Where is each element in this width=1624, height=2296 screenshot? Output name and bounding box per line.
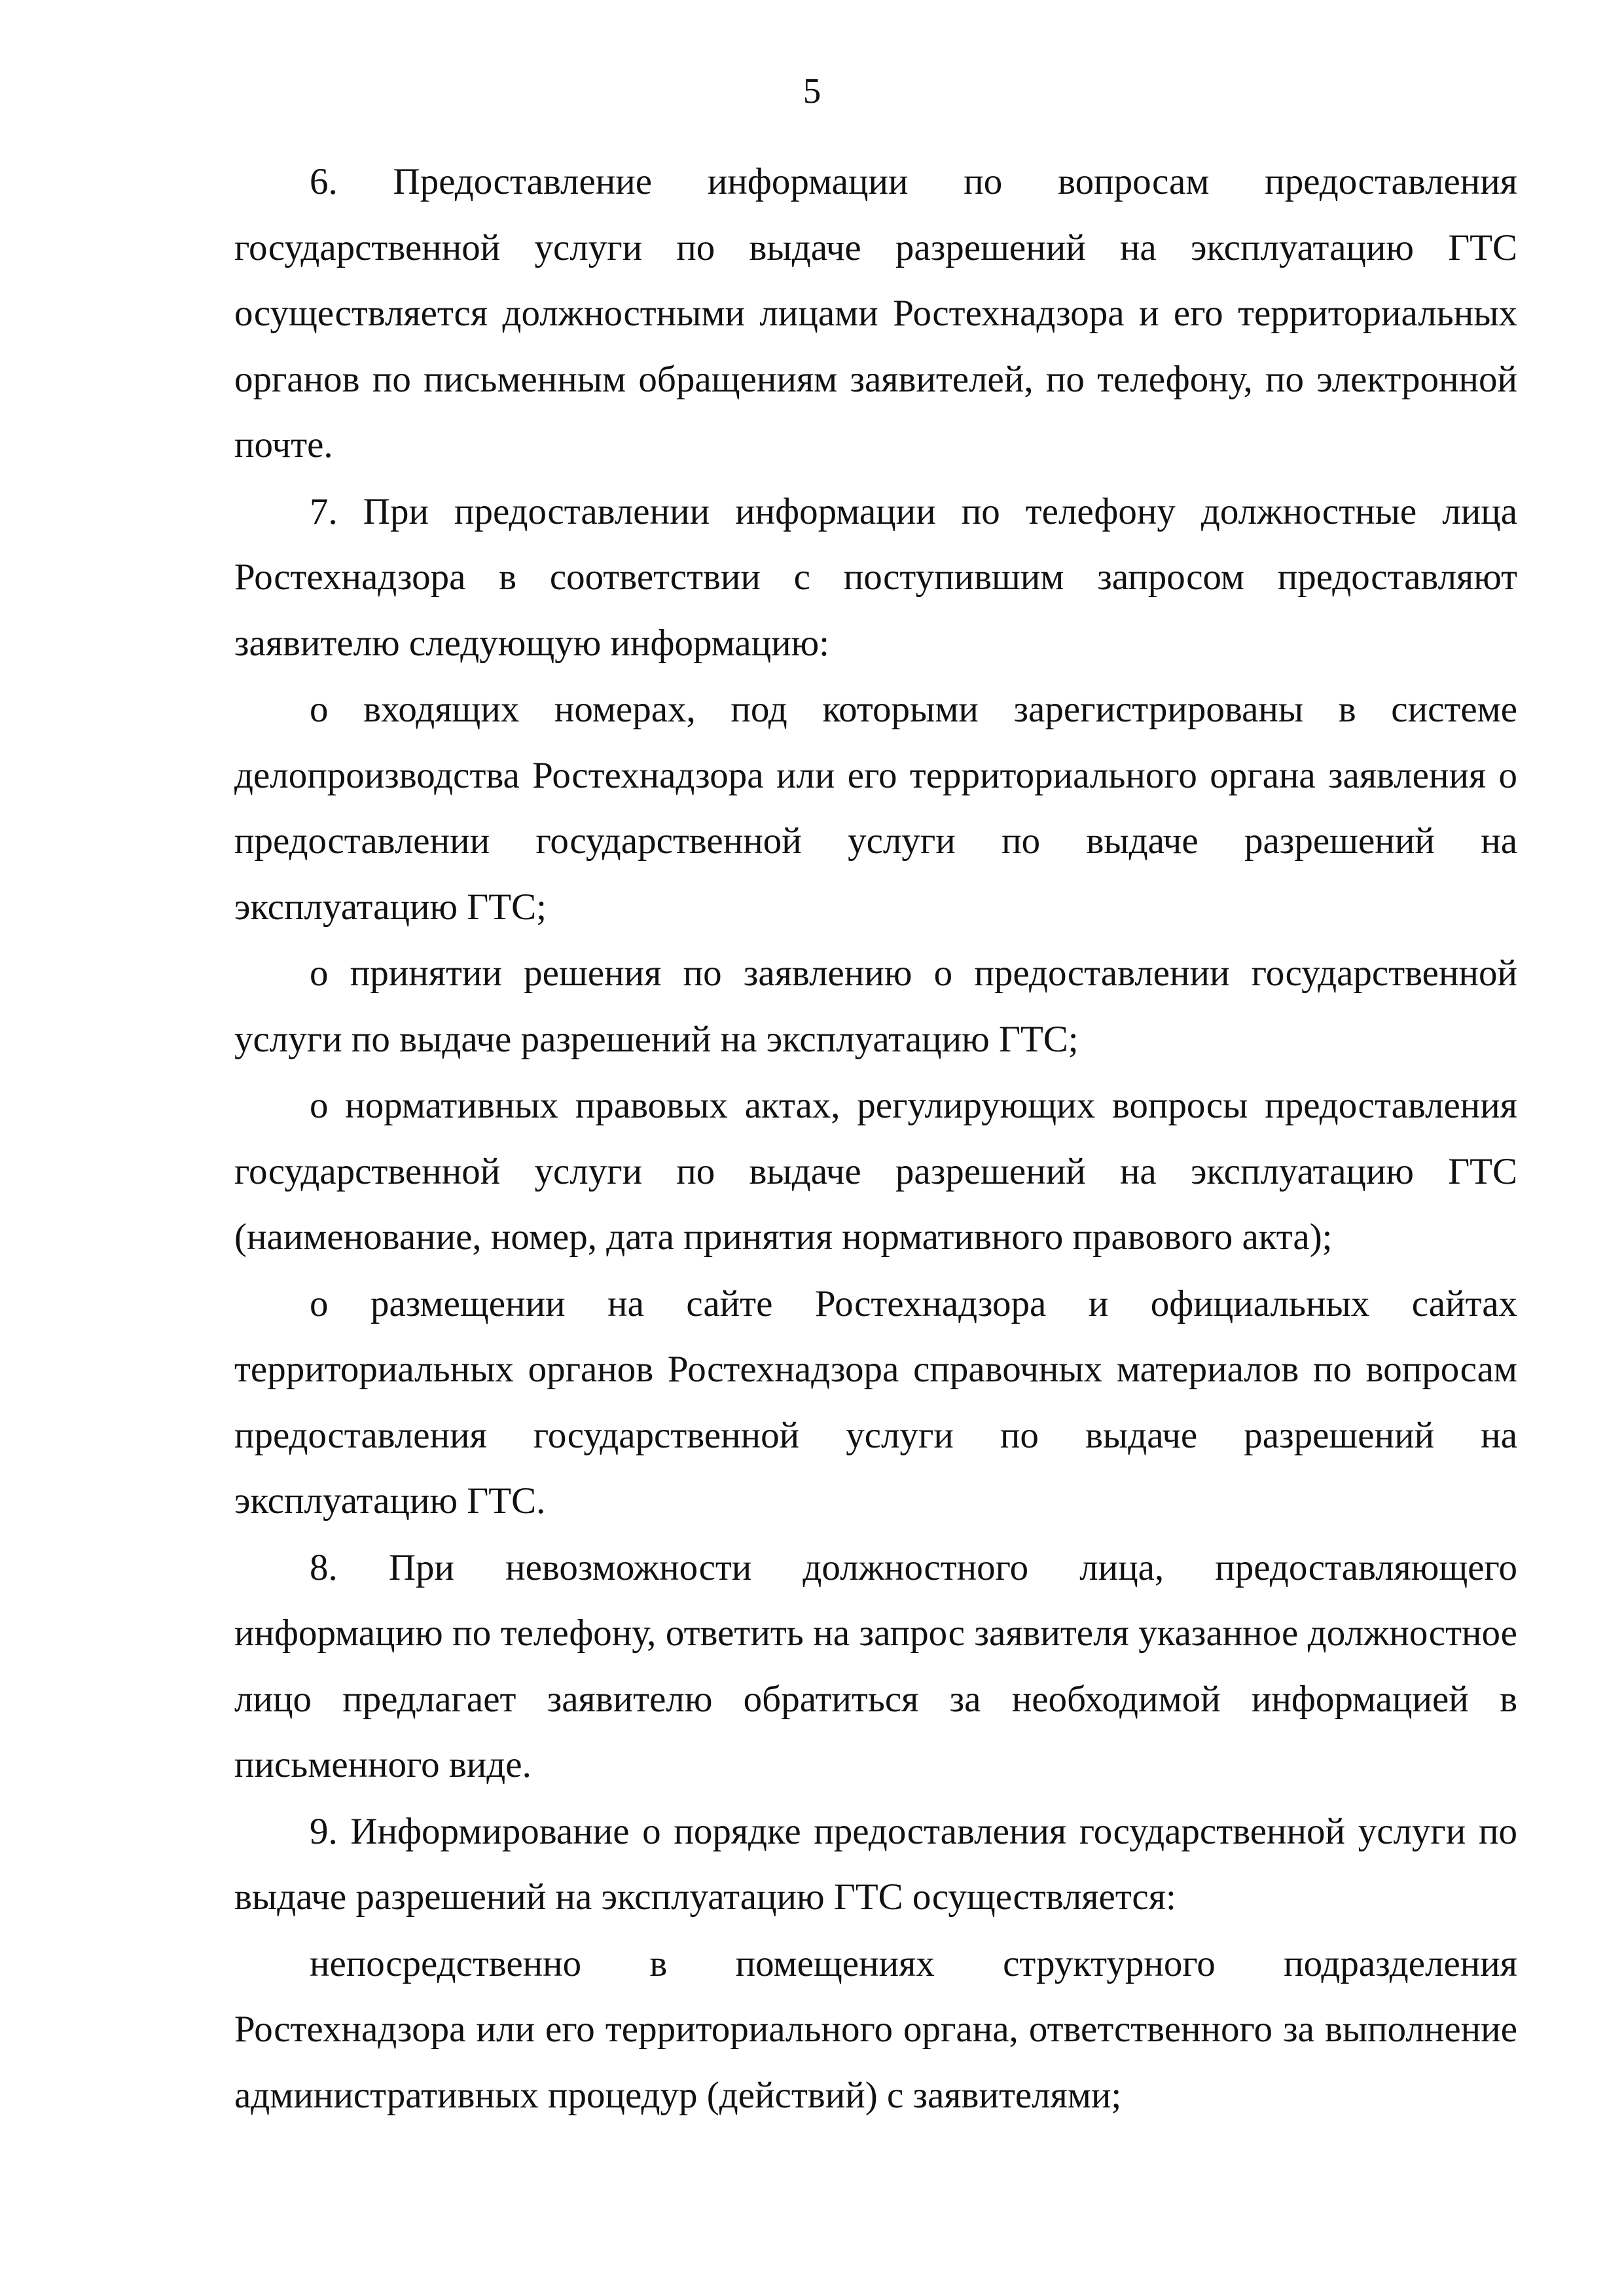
paragraph-7-item-website-materials: о размещении на сайте Ростехнадзора и официальных сайтах территориальных органов Ростехнадзора справочных материалов по вопросам предоставления государственной услуги по выдаче разрешений на эксплуатацию ГТС. xyxy=(234,1283,1517,1522)
document-body xyxy=(234,149,1517,2129)
page-number: 5 xyxy=(803,71,821,111)
paragraph-8: 8. При невозможности должностного лица, предоставляющего информацию по телефону, ответить на запрос заявителя указанное должностное лицо предлагает заявителю обратиться за необходимой информацией в письменного виде. xyxy=(234,1546,1517,1785)
paragraph-7-item-legal-acts: о нормативных правовых актах, регулирующих вопросы предоставления государственной услуги по выдаче разрешений на эксплуатацию ГТС (наименование, номер, дата принятия нормативного правового акта); xyxy=(234,1085,1517,1258)
paragraph-7-item-decision: о принятии решения по заявлению о предоставлении государственной услуги по выдаче разрешений на эксплуатацию ГТС; xyxy=(234,953,1517,1060)
paragraph-9-item-premises: непосредственно в помещениях структурного подразделения Ростехнадзора или его территориального органа, ответственного за выполнение административных процедур (действий) с заявителями; xyxy=(234,1942,1517,2116)
paragraph-9: 9. Информирование о порядке предоставления государственной услуги по выдаче разрешений на эксплуатацию ГТС осуществляется: xyxy=(234,1810,1517,1918)
paragraph-7-item-incoming-numbers: о входящих номерах, под которыми зарегистрированы в системе делопроизводства Ростехнадзора или его территориального органа заявления о предоставлении государственной услуги по выдаче разрешений на эксплуатацию ГТС; xyxy=(234,689,1517,928)
paragraph-7: 7. При предоставлении информации по телефону должностные лица Ростехнадзора в соответствии с поступившим запросом предоставляют заявителю следующую информацию: xyxy=(234,490,1517,664)
paragraph-6: 6. Предоставление информации по вопросам предоставления государственной услуги по выдаче разрешений на эксплуатацию ГТС осуществляется должностными лицами Ростехнадзора и его территориальных органов по письменным обращениям заявителей, по телефону, по электронной почте. xyxy=(234,161,1517,465)
